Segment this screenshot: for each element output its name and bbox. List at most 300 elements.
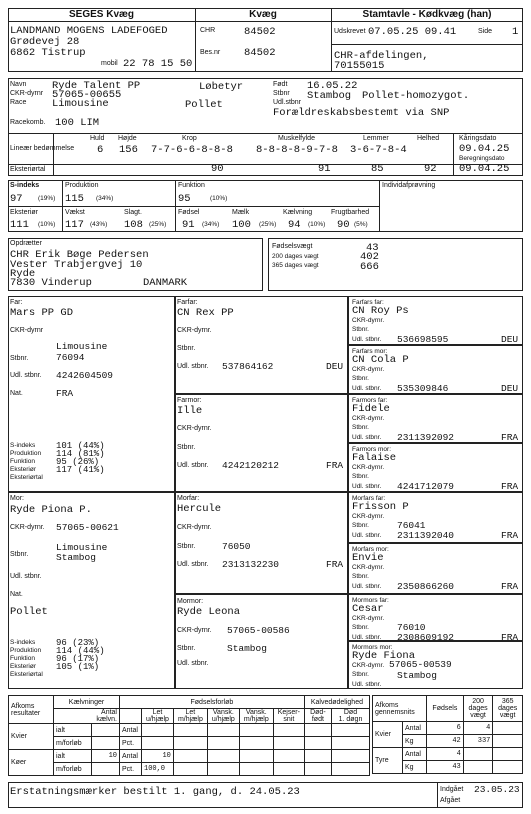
antal-label: Antal [120, 724, 142, 737]
cell [331, 750, 369, 763]
ggp-ckr-label: CKR-dyrnr. [352, 564, 385, 571]
frugt-label: Frugtbarhed [331, 209, 370, 216]
kaelvning-label: Kælvning [283, 209, 313, 216]
ggp-name: Fidele [352, 403, 390, 415]
cell [173, 750, 207, 763]
col-huld: Huld [90, 135, 105, 142]
farfar-nat: DEU [326, 361, 344, 372]
opdraetter-country: DANMARK [143, 277, 188, 289]
mor-ckr: 57065-00621 [56, 522, 119, 533]
ggp-label: Farfars far: [352, 299, 384, 306]
ggp-stbnr-label: Stbnr. [352, 522, 369, 529]
mor-idx-label: Funktion [10, 655, 35, 662]
ggp-udl: 2308609192 [397, 632, 455, 643]
fodsel-pct: (34%) [202, 221, 220, 228]
ggp-ckr-label: CKR-dyrnr. [352, 317, 385, 324]
ckr-label: CKR-dyrnr [10, 90, 44, 97]
ggp-label: Mormors mor: [352, 644, 393, 651]
afkom-table [8, 695, 370, 776]
s-indeks-pct: (19%) [38, 195, 56, 202]
frugt-val: 90 [337, 219, 350, 231]
maelk-pct: (25%) [259, 221, 277, 228]
table-row [9, 750, 370, 763]
lineaer-beregningsdato: 09.04.25 [459, 163, 510, 175]
ggp-udl: 2311392040 [397, 530, 455, 541]
dod1-hdr [331, 709, 369, 724]
chr-value: 84502 [244, 26, 276, 38]
mor-udl-label: Udl. stbnr. [10, 573, 42, 580]
vaekst-label: Vækst [65, 209, 85, 216]
ggp-udl: 2350866260 [397, 581, 455, 592]
eks-label: Eksteriør [10, 209, 38, 216]
tyre-kg-fodsel: 43 [427, 761, 464, 774]
farfar-ckr-label: CKR-dyrnr. [177, 327, 212, 334]
animal-pollet: Pollet [185, 99, 223, 111]
kvier-ialt [92, 724, 120, 737]
ggp-nat: FRA [501, 632, 519, 643]
far-idx-label: Eksteriør [10, 466, 36, 473]
animal-stbnr: Stambog [307, 90, 352, 102]
antal-label: Antal [403, 748, 427, 761]
ggp-name: Ryde Fiona [352, 650, 416, 662]
ggp-ckr-label: CKR-dyrnr. [352, 366, 385, 373]
antal-label: Antal [120, 750, 142, 763]
lineaer-muskel: 8-8-8-8-9-7-8 [256, 144, 338, 156]
far-nat: FRA [56, 388, 74, 399]
side-label: Side [478, 28, 493, 35]
kvier-label: Kvier [9, 724, 54, 750]
ggp-stbnr-label: Stbnr. [352, 671, 369, 678]
afkom-title [9, 696, 54, 724]
dodfodt-hdr-2: født [311, 716, 324, 723]
ggp-ckr-label: CKR-dyrnr. [352, 513, 385, 520]
indgaet-label: Indgået [440, 786, 464, 793]
dodfodt-hdr-1: Død- [310, 709, 326, 716]
far-udl-label: Udl. stbnr. [10, 372, 42, 379]
navn-label: Navn [10, 81, 27, 88]
ggp-stbnr-label: Stbnr. [352, 375, 369, 382]
ggp-udl-label: Udl. stbnr. [352, 336, 382, 343]
great-grandparent-box [348, 443, 523, 492]
tyre-label: Tyre [373, 748, 403, 774]
farmor-nat: FRA [326, 460, 344, 471]
table-row [373, 722, 523, 735]
far-indeks [10, 442, 43, 482]
koer-antal: 10 [142, 750, 174, 763]
kejser-hdr [273, 709, 304, 724]
indiv-label: Individafprøvning [382, 182, 436, 189]
ggp-label: Farmors mor: [352, 446, 391, 453]
maelk-label: Mælk [232, 209, 250, 216]
mor-indeks-vals [56, 639, 105, 671]
col-hojde: Højde [118, 135, 137, 142]
ialt-label: ialt [54, 750, 92, 763]
mor-idx-label: Eksteriørtal [10, 671, 43, 678]
table-row [9, 724, 370, 737]
beregnings-label: Beregningsdato [459, 155, 505, 162]
far-idx-val: 114 (81%) [56, 449, 105, 459]
ggp-udl-label: Udl. stbnr. [352, 434, 382, 441]
funk-pct: (10%) [210, 195, 228, 202]
cell [493, 722, 523, 735]
animal-foraeldre: Forældreskabsbestemt via SNP [273, 107, 450, 119]
ggp-nat: DEU [501, 334, 519, 345]
besnr-value: 84502 [244, 47, 276, 59]
far-udl: 4242604509 [56, 370, 114, 381]
cell [173, 724, 207, 737]
cell [273, 750, 304, 763]
kejser-hdr-1: Kejser- [277, 709, 300, 716]
indgaet-value: 23.05.23 [474, 784, 520, 795]
ggp-udl-label: Udl. stbnr. [352, 681, 382, 688]
ggp-label: Morfars far: [352, 495, 386, 502]
fodselsforlob-hdr: Fødselsforløb [120, 696, 305, 709]
farfar-stbnr-label: Stbnr. [177, 345, 196, 352]
animal-racekomb: 100 LIM [55, 117, 100, 129]
dodfodt-hdr [304, 709, 331, 724]
mor-stambog: Stambog [56, 552, 96, 563]
kvier-label: Kvier [373, 722, 403, 748]
ekst-krop: 90 [211, 163, 224, 175]
far-idx-label: Eksteriørtal [10, 474, 43, 481]
header-title-stamtavle: Stamtavle - Kødkvæg (han) [362, 9, 492, 20]
col-helhed: Helhed [417, 135, 440, 142]
funk-val: 95 [178, 193, 191, 205]
chr-label: CHR [200, 27, 216, 34]
afkom-title-1: Afkoms [11, 702, 35, 710]
far-label: Far: [10, 299, 23, 306]
eks-val: 111 [10, 219, 29, 231]
mormor-ckr-label: CKR-dyrnr. [177, 627, 212, 634]
ggp-label: Farfars mor: [352, 348, 388, 355]
d200-label: 200 dages vægt [272, 253, 319, 260]
ggp-udl: 535309846 [397, 383, 449, 394]
slagt-pct: (25%) [149, 221, 167, 228]
mforlob-label: m/forløb [54, 763, 92, 776]
racekomb-label: Racekomb. [10, 119, 46, 126]
mormor-label: Mormor: [177, 598, 204, 605]
let-hdr [142, 709, 174, 724]
animal-fodt: 16.05.22 [307, 80, 358, 92]
far-idx-val: 117 (41%) [56, 465, 105, 475]
header-title-seges: SEGES Kvæg [68, 9, 135, 20]
chr-afdeling: CHR-afdelingen, [334, 50, 429, 62]
cell [304, 724, 331, 737]
far-nat-label: Nat. [10, 390, 23, 397]
far-ckr-label: CKR-dyrnr [10, 327, 44, 334]
ggp-udl: 536698595 [397, 334, 449, 345]
morfar-label: Morfar: [177, 495, 200, 502]
mormor-udl-label: Udl. stbnr. [177, 660, 209, 667]
mormor-ckr: 57065-00586 [227, 625, 290, 636]
cell [142, 724, 174, 737]
owner-name: LANDMAND MOGENS LADEFOGED [10, 25, 168, 37]
ggp-ckr-label: CKR-dyrnr. [352, 615, 385, 622]
far-idx-label: Funktion [10, 458, 35, 465]
opdraetter-zip: 7830 Vinderup [10, 277, 92, 289]
kvier-antal-fodsel: 6 [427, 722, 464, 735]
animal-ckr: 57065-00655 [52, 89, 122, 101]
ggp-stbnr: 76010 [397, 622, 426, 633]
cell [331, 724, 369, 737]
cell [239, 763, 273, 776]
ggp-name: Falaise [352, 452, 397, 464]
ggp-name: CN Roy Ps [352, 305, 409, 317]
opdraetter-town: Ryde [10, 268, 36, 280]
table-row [9, 737, 370, 750]
ggp-label: Mormors far: [352, 597, 389, 604]
cell [173, 763, 207, 776]
lineaer-krop: 7-7-6-6-8-8-8 [151, 144, 233, 156]
fodt-label: Født [273, 81, 288, 88]
fodselsvaegt-val: 43 [366, 242, 379, 254]
ggp-udl-label: Udl. stbnr. [352, 483, 382, 490]
morfar-stbnr: 76050 [222, 541, 251, 552]
great-grandparent-box [348, 594, 523, 641]
morfar-name: Hercule [177, 503, 222, 515]
cell [463, 761, 493, 774]
great-grandparent-box [348, 543, 523, 594]
fodsels-hdr: Fødsels [427, 696, 464, 722]
ggp-nat: FRA [501, 530, 519, 541]
kvier-antal-200: 4 [463, 722, 493, 735]
lineaer-label: Lineær bedømmelse [10, 145, 75, 152]
cell [304, 763, 331, 776]
let-m-hdr-1: Let [185, 709, 196, 716]
col-karingsdato: Kåringsdato [459, 135, 497, 142]
table-row [9, 763, 370, 776]
gennemsnit-title-1: Afkoms [375, 701, 399, 709]
gennemsnit-table [372, 695, 523, 774]
slagt-val: 108 [124, 219, 143, 231]
mforlob-label: m/forløb [54, 737, 92, 750]
owner-street: Grødevej 28 [10, 36, 80, 48]
udskrevet-label: Udskrevet [334, 28, 366, 35]
cell [331, 737, 369, 750]
animal-name: Ryde Talent PP [52, 80, 141, 92]
d200-hdr-2: dages [468, 705, 488, 712]
koer-label: Køer [9, 750, 54, 776]
koer-ialt: 10 [92, 750, 120, 763]
lineaer-lemmer: 3-6-7-8-4 [350, 144, 407, 156]
far-indeks-vals [56, 442, 105, 474]
gennemsnit-title [373, 696, 427, 722]
mor-idx-label: S-indeks [10, 639, 36, 646]
mor-ckr-label: CKR-dyrnr. [10, 524, 45, 531]
cell [142, 737, 174, 750]
lineaer-karingsdato: 09.04.25 [459, 143, 510, 155]
mor-indeks [10, 639, 43, 679]
fodsel-val: 91 [182, 219, 195, 231]
ggp-nat: FRA [501, 432, 519, 443]
mormor-stambog: Stambog [227, 643, 267, 654]
mor-idx-label: Produktion [10, 647, 42, 654]
vansk-hdr [207, 709, 239, 724]
morfar-udl-label: Udl. stbnr. [177, 561, 209, 568]
farmor-label: Farmor: [177, 397, 202, 404]
ggp-ckr-label: CKR-dyrnr. [352, 464, 385, 471]
cell [207, 763, 239, 776]
frugt-pct: (5%) [354, 221, 368, 228]
animal-race: Limousine [52, 98, 109, 110]
stbnr-label: Stbnr [273, 90, 290, 97]
d200-val: 402 [360, 251, 379, 263]
mor-label: Mor: [10, 495, 24, 502]
ggp-name: Cesar [352, 603, 384, 615]
lineaer-hojde: 156 [119, 144, 138, 156]
antal-kaelvn-hdr [54, 709, 120, 724]
morfar-stbnr-label: Stbnr. [177, 543, 196, 550]
chr-afdeling-nr: 70155015 [334, 60, 385, 72]
cell [493, 735, 523, 748]
farmor-stbnr-label: Stbnr. [177, 444, 196, 451]
cell [463, 748, 493, 761]
ggp-ckr-label: CKR-dyrnr. [352, 662, 385, 669]
fodsel-label: Fødsel [178, 209, 200, 216]
ggp-stbnr-label: Stbnr. [352, 326, 369, 333]
ggp-stbnr-label: Stbnr. [352, 424, 369, 431]
cell [173, 737, 207, 750]
let-m-hdr [173, 709, 207, 724]
funk-label: Funktion [178, 182, 205, 189]
pct-label: Pct. [120, 763, 142, 776]
table-row [373, 748, 523, 761]
mobil-label: mobil [101, 60, 118, 67]
tyre-antal-fodsel: 4 [427, 748, 464, 761]
cell [207, 737, 239, 750]
ggp-udl-label: Udl. stbnr. [352, 634, 382, 641]
prod-label: Produktion [65, 182, 99, 189]
farmor-udl-label: Udl. stbnr. [177, 462, 209, 469]
opdraetter-street: Vester Trabjergvej 10 [10, 259, 143, 271]
ggp-stbnr-label: Stbnr. [352, 573, 369, 580]
ggp-stbnr: 76041 [397, 520, 426, 531]
mor-idx-val: 96 (17%) [56, 654, 100, 664]
far-name: Mars PP GD [10, 307, 74, 319]
kaelvn-hdr: kælvn. [96, 716, 117, 723]
antal-hdr: Antal [101, 709, 117, 716]
mor-idx-val: 114 (44%) [56, 646, 105, 656]
vansk-m-hdr-2: m/hjælp [243, 716, 269, 723]
ekst-lemmer: 85 [371, 163, 384, 175]
mormor-stbnr-label: Stbnr. [177, 645, 196, 652]
farfar-udl: 537864162 [222, 361, 274, 372]
side-value: 1 [512, 26, 519, 38]
footer-text: Erstatningsmærker bestilt 1. gang, d. 24.05.23 [10, 786, 300, 798]
kaelvning-val: 94 [288, 219, 301, 231]
far-stbnr: 76094 [56, 352, 85, 363]
spacer [120, 709, 142, 724]
farfar-name: CN Rex PP [177, 307, 234, 319]
race-label: Race [10, 99, 27, 106]
s-indeks-val: 97 [10, 193, 23, 205]
ggp-name: CN Cola P [352, 354, 409, 366]
d365-hdr-2: dages [498, 705, 518, 712]
kejser-hdr-2: snit [283, 716, 295, 723]
ggp-stbnr-label: Stbnr. [352, 624, 369, 631]
ggp-stbnr-label: Stbnr. [352, 473, 369, 480]
mor-idx-val: 96 (23%) [56, 638, 100, 648]
slagt-label: Slagt. [124, 209, 142, 216]
udskrevet-value: 07.05.25 09.41 [368, 26, 457, 38]
ggp-name: Frisson P [352, 501, 409, 513]
animal-lobetyr: Løbetyr [199, 81, 244, 93]
cell [331, 763, 369, 776]
let-m-hdr-2: m/hjælp [177, 716, 203, 723]
cell [239, 724, 273, 737]
let-hdr-2: u/hjælp [145, 716, 169, 723]
farmor-udl: 4242120212 [222, 460, 280, 471]
vansk-m-hdr [239, 709, 273, 724]
vaekst-val: 117 [65, 219, 84, 231]
cell [92, 763, 120, 776]
ggp-ckr-label: CKR-dyrnr. [352, 415, 385, 422]
ekst-muskel: 91 [318, 163, 331, 175]
mor-idx-val: 105 (1%) [56, 662, 100, 672]
far-idx-label: Produktion [10, 450, 42, 457]
ggp-label: Morfars mor: [352, 546, 389, 553]
morfar-ckr-label: CKR-dyrnr. [177, 524, 212, 531]
animal-pollet-homo: Pollet-homozygot. [362, 90, 470, 102]
great-grandparent-box [348, 296, 523, 345]
cell [273, 737, 304, 750]
ggp-udl-label: Udl. stbnr. [352, 532, 382, 539]
far-race: Limousine [56, 341, 108, 352]
vansk-m-hdr-1: Vansk. [245, 709, 267, 716]
col-lemmer: Lemmer [363, 135, 389, 142]
koer-pct: 100,0 [142, 763, 174, 776]
great-grandparent-box [348, 641, 523, 689]
vaekst-pct: (43%) [90, 221, 108, 228]
cell [304, 737, 331, 750]
s-indeks-label: S-indeks [10, 182, 40, 189]
cell [239, 750, 273, 763]
kg-label: Kg [403, 761, 427, 774]
d365-hdr [493, 696, 523, 722]
kaelvninger-hdr: Kælvninger [54, 696, 120, 709]
col-muskelfylde: Muskelfylde [278, 135, 315, 142]
ggp-ckr: 57065-00539 [389, 659, 452, 670]
d365-val: 666 [360, 261, 379, 273]
cell [207, 750, 239, 763]
kvier-kg-200: 337 [463, 735, 493, 748]
d200-hdr-3: vægt [470, 712, 486, 719]
opdraetter-label: Opdrætter [10, 240, 42, 247]
cell [207, 724, 239, 737]
afkom-title-2: resultater [11, 709, 41, 717]
d365-hdr-3: vægt [499, 712, 516, 719]
antal-label: Antal [403, 722, 427, 735]
mormor-name: Ryde Leona [177, 606, 241, 618]
opdraetter-name: CHR Erik Bøge Pedersen [10, 249, 149, 261]
d365-hdr-1: 365 [501, 698, 514, 705]
kvier-kg-fodsel: 42 [427, 735, 464, 748]
d200-hdr [463, 696, 493, 722]
farfar-label: Farfar: [177, 299, 198, 306]
ggp-udl-label: Udl. stbnr. [352, 385, 382, 392]
cell [493, 761, 523, 774]
far-idx-val: 101 (44%) [56, 441, 105, 451]
ialt-label: ialt [54, 724, 92, 737]
ekst-helhed: 92 [424, 163, 437, 175]
cell [493, 748, 523, 761]
d200-hdr-1: 200 [472, 698, 484, 705]
prod-pct: (34%) [96, 195, 114, 202]
farfar-udl-label: Udl. stbnr. [177, 363, 209, 370]
kg-label: Kg [403, 735, 427, 748]
kaelvning-pct: (10%) [308, 221, 326, 228]
far-idx-val: 95 (26%) [56, 457, 100, 467]
